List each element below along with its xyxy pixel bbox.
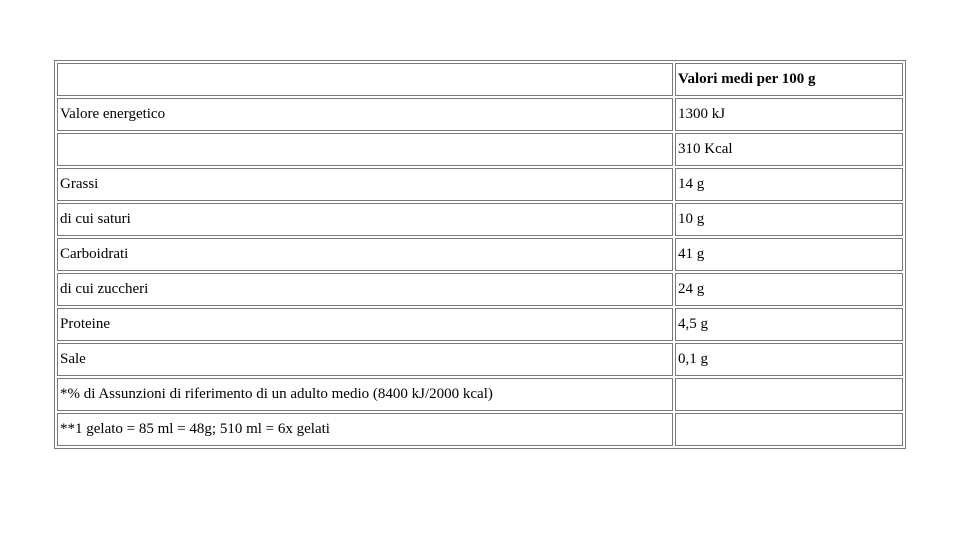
row-value: 0,1 g xyxy=(675,343,903,376)
row-label: Proteine xyxy=(57,308,673,341)
row-value: 10 g xyxy=(675,203,903,236)
row-label: di cui zuccheri xyxy=(57,273,673,306)
row-label: Valore energetico xyxy=(57,98,673,131)
table-row xyxy=(57,343,903,376)
row-value xyxy=(675,413,903,446)
table-row xyxy=(57,168,903,201)
row-value: 1300 kJ xyxy=(675,98,903,131)
table-row xyxy=(57,238,903,271)
row-label: Grassi xyxy=(57,168,673,201)
row-label xyxy=(57,133,673,166)
table-row xyxy=(57,413,903,446)
row-value: 310 Kcal xyxy=(675,133,903,166)
row-value: 24 g xyxy=(675,273,903,306)
table-row xyxy=(57,308,903,341)
header-value-cell: Valori medi per 100 g xyxy=(675,63,903,96)
row-label: di cui saturi xyxy=(57,203,673,236)
table-header-row xyxy=(57,63,903,96)
row-value: 14 g xyxy=(675,168,903,201)
row-value: 4,5 g xyxy=(675,308,903,341)
table-row xyxy=(57,203,903,236)
row-label: Carboidrati xyxy=(57,238,673,271)
nutrition-table xyxy=(54,60,906,449)
row-label: **1 gelato = 85 ml = 48g; 510 ml = 6x gelati xyxy=(57,413,673,446)
row-label: Sale xyxy=(57,343,673,376)
row-value xyxy=(675,378,903,411)
header-label-cell xyxy=(57,63,673,96)
table-row xyxy=(57,98,903,131)
table-row xyxy=(57,273,903,306)
table-row xyxy=(57,133,903,166)
table-row xyxy=(57,378,903,411)
row-value: 41 g xyxy=(675,238,903,271)
row-label: *% di Assunzioni di riferimento di un adulto medio (8400 kJ/2000 kcal) xyxy=(57,378,673,411)
